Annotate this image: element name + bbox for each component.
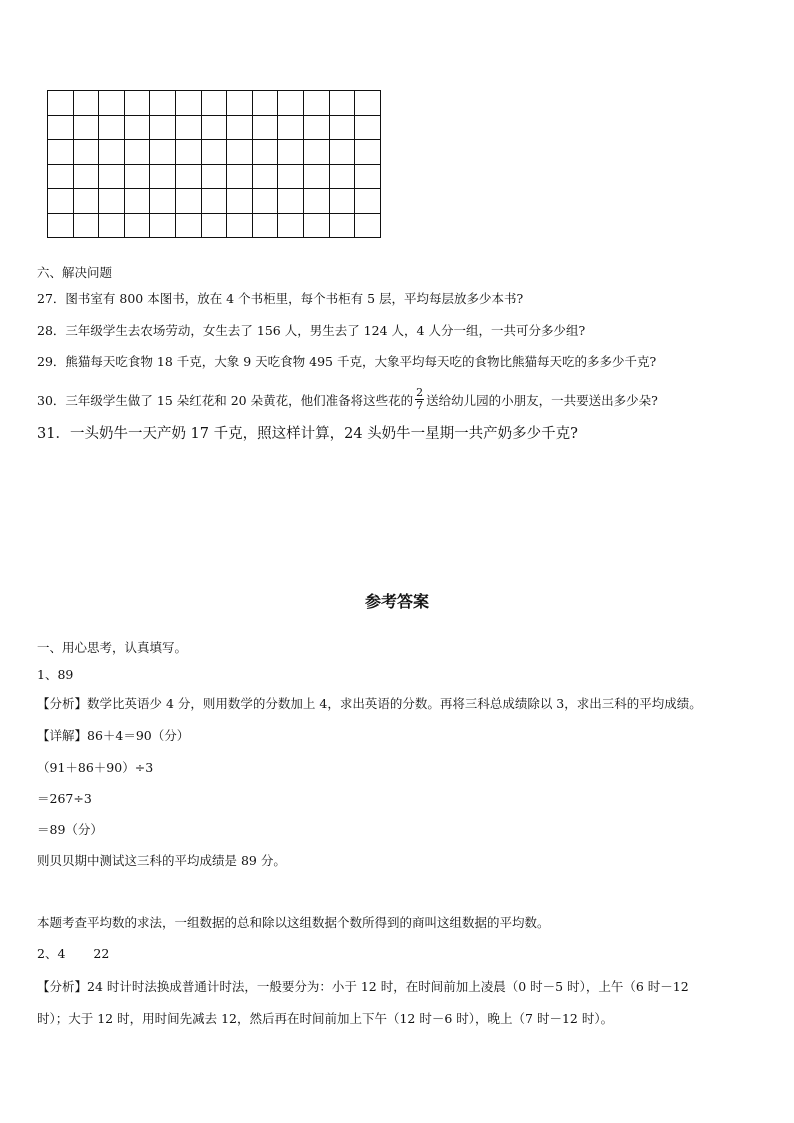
- answer-2-number: [37, 946, 109, 962]
- grid-cell: [329, 164, 355, 189]
- grid-cell: [175, 189, 201, 214]
- grid-cell: [150, 164, 176, 189]
- answer-key-title: 参考答案: [364, 592, 429, 611]
- grid-cell: [124, 140, 150, 165]
- grid-cell: [124, 164, 150, 189]
- grid-cell: [252, 140, 278, 165]
- grid-cell: [150, 140, 176, 165]
- grid-cell: [329, 189, 355, 214]
- answer-1-calc-step-1: （91＋86＋90）÷3: [37, 760, 154, 775]
- grid-cell: [201, 115, 227, 140]
- grid-cell: [48, 115, 74, 140]
- answer-1-number: 1、89: [37, 667, 74, 682]
- grid-cell: [303, 91, 329, 116]
- grid-cell: [252, 91, 278, 116]
- grid-cell: [201, 164, 227, 189]
- grid-cell: [73, 189, 99, 214]
- grid-cell: [124, 91, 150, 116]
- grid-cell: [355, 213, 381, 238]
- grid-cell: [303, 140, 329, 165]
- grid-cell: [150, 91, 176, 116]
- grid-cell: [99, 189, 125, 214]
- grid-cell: [175, 115, 201, 140]
- answer-1-calc-step-2: ＝267÷3: [37, 791, 92, 806]
- grid-cell: [175, 213, 201, 238]
- grid-cell: [99, 140, 125, 165]
- question-30: [37, 386, 658, 414]
- grid-row: [48, 115, 381, 140]
- grid-cell: [278, 213, 304, 238]
- part1-heading: 一、用心思考，认真填写。: [37, 640, 188, 655]
- answer-grid: [47, 90, 381, 238]
- grid-cell: [73, 115, 99, 140]
- grid-cell: [48, 189, 74, 214]
- grid-cell: [99, 115, 125, 140]
- answer-2-first: 2、4: [37, 946, 66, 961]
- grid-cell: [303, 115, 329, 140]
- grid-cell: [303, 213, 329, 238]
- grid-cell: [175, 91, 201, 116]
- grid-cell: [150, 189, 176, 214]
- answer-1-detail: 【详解】86＋4＝90（分）: [37, 728, 190, 743]
- answer-1-conclusion: 则贝贝期中测试这三科的平均成绩是 89 分。: [37, 853, 286, 868]
- answer-2-second: 22: [93, 946, 110, 961]
- grid-cell: [227, 115, 253, 140]
- grid-cell: [303, 189, 329, 214]
- grid-cell: [175, 140, 201, 165]
- answer-1-note: 本题考查平均数的求法，一组数据的总和除以这组数据个数所得到的商叫这组数据的平均数。: [37, 915, 550, 930]
- grid-row: [48, 213, 381, 238]
- grid-cell: [278, 91, 304, 116]
- fraction-numerator: 2: [416, 386, 424, 399]
- grid-cell: [201, 213, 227, 238]
- grid-cell: [252, 189, 278, 214]
- grid-cell: [252, 115, 278, 140]
- question-31: 31．一头奶牛一天产奶 17 千克，照这样计算，24 头奶牛一星期一共产奶多少千克?: [37, 426, 578, 442]
- grid-cell: [355, 91, 381, 116]
- grid-cell: [124, 115, 150, 140]
- question-28: 28．三年级学生去农场劳动，女生去了 156 人，男生去了 124 人，4 人分一组，一共可分多少组?: [37, 323, 586, 338]
- grid-cell: [278, 189, 304, 214]
- grid-cell: [48, 91, 74, 116]
- grid-cell: [73, 140, 99, 165]
- question-27: 27．图书室有 800 本图书，放在 4 个书柜里，每个书柜有 5 层，平均每层放多少本书?: [37, 291, 524, 306]
- grid-cell: [150, 213, 176, 238]
- grid-cell: [73, 213, 99, 238]
- grid-cell: [329, 140, 355, 165]
- answer-1-analysis: 【分析】数学比英语少 4 分，则用数学的分数加上 4，求出英语的分数。再将三科总成绩除以 3，求出三科的平均成绩。: [37, 696, 702, 711]
- grid-cell: [48, 213, 74, 238]
- answer-2-analysis-line-1: 【分析】24 时计时法换成普通计时法，一般要分为：小于 12 时，在时间前加上凌晨（0 时－5 时），上午（6 时－12: [37, 979, 689, 994]
- fraction-denominator: 7: [416, 399, 424, 412]
- fraction-two-sevenths: [415, 387, 424, 412]
- grid-cell: [227, 164, 253, 189]
- grid-cell: [329, 213, 355, 238]
- grid-cell: [175, 164, 201, 189]
- grid-cell: [201, 140, 227, 165]
- grid-cell: [355, 140, 381, 165]
- grid-cell: [355, 164, 381, 189]
- grid-cell: [227, 91, 253, 116]
- question-30-text-after: 送给幼儿园的小朋友，一共要送出多少朵?: [426, 393, 658, 408]
- grid-cell: [73, 91, 99, 116]
- grid-cell: [124, 189, 150, 214]
- grid-cell: [99, 91, 125, 116]
- grid-cell: [48, 140, 74, 165]
- grid-cell: [278, 140, 304, 165]
- grid-cell: [227, 140, 253, 165]
- grid-cell: [329, 115, 355, 140]
- grid-cell: [355, 189, 381, 214]
- grid-row: [48, 164, 381, 189]
- grid-row: [48, 140, 381, 165]
- grid-row: [48, 91, 381, 116]
- grid-cell: [201, 189, 227, 214]
- grid-cell: [355, 115, 381, 140]
- grid-cell: [48, 164, 74, 189]
- grid-cell: [124, 213, 150, 238]
- grid-row: [48, 189, 381, 214]
- question-29: 29．熊猫每天吃食物 18 千克，大象 9 天吃食物 495 千克，大象平均每天吃的食物比熊猫每天吃的多多少千克?: [37, 354, 657, 369]
- grid-cell: [227, 213, 253, 238]
- grid-cell: [99, 213, 125, 238]
- grid-cell: [278, 115, 304, 140]
- grid-cell: [99, 164, 125, 189]
- grid-cell: [252, 213, 278, 238]
- grid-cell: [252, 164, 278, 189]
- grid-cell: [227, 189, 253, 214]
- grid-cell: [329, 91, 355, 116]
- grid-cell: [201, 91, 227, 116]
- grid-cell: [303, 164, 329, 189]
- section-heading-solve-problems: 六、解决问题: [37, 265, 113, 280]
- grid-cell: [73, 164, 99, 189]
- answer-1-calc-step-3: ＝89（分）: [37, 822, 103, 837]
- grid-cell: [278, 164, 304, 189]
- answer-2-analysis-line-2: 时）；大于 12 时，用时间先减去 12，然后再在时间前加上下午（12 时－6 时），晚上（7 时－12 时）。: [37, 1011, 614, 1026]
- question-30-text-before: 30．三年级学生做了 15 朵红花和 20 朵黄花，他们准备将这些花的: [37, 393, 414, 408]
- grid-cell: [150, 115, 176, 140]
